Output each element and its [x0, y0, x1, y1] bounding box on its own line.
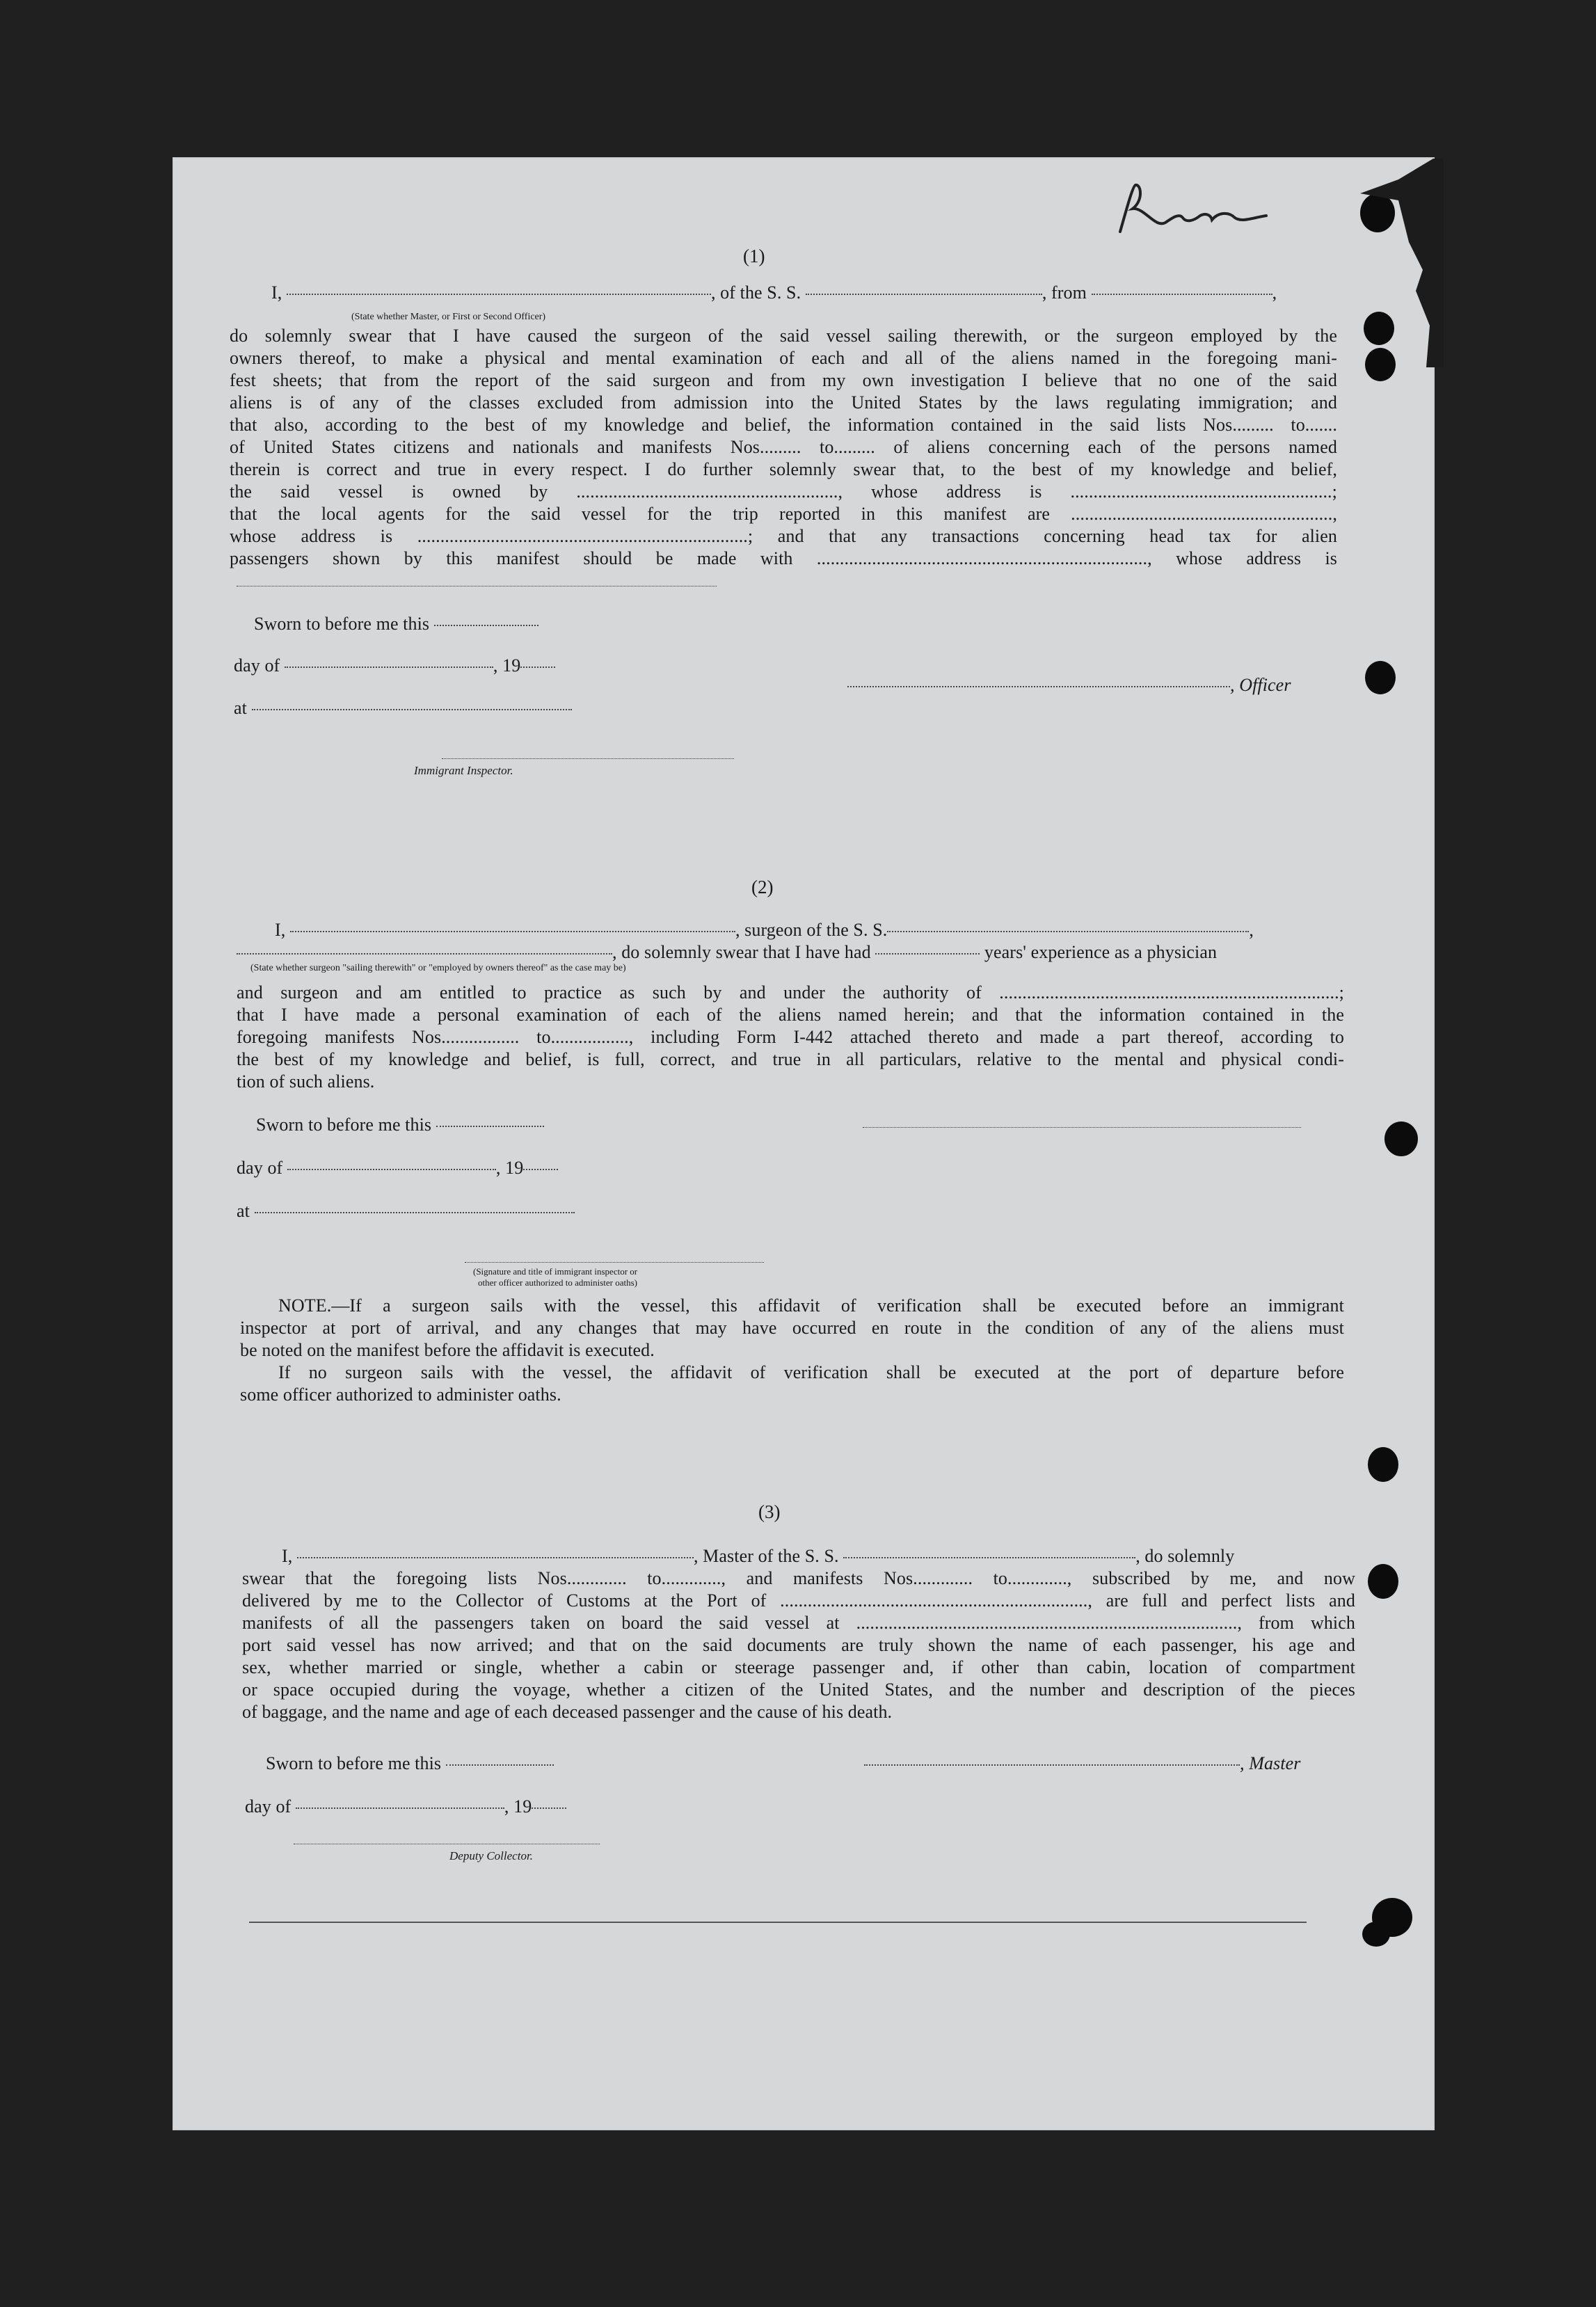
s2-type-field[interactable] [237, 953, 612, 955]
s1-ss-field[interactable] [806, 294, 1042, 295]
s1-inspector-sign-line[interactable] [442, 758, 734, 759]
s1-line3: owners thereof, to make a physical and mental examination of each and all of the aliens named in the foregoing mani- [230, 348, 1337, 368]
s2-line2 [237, 942, 1217, 963]
s1-line2: do solemnly swear that I have caused the surgeon of the said vessel sailing therewith, or the surgeon employed by the [230, 326, 1337, 346]
s1-line5: aliens is of any of the classes excluded from admission into the United States by the laws regulating immigration; and [230, 392, 1337, 413]
s3-year-label: , 19 [504, 1796, 532, 1817]
s2-day-field[interactable] [287, 1169, 496, 1170]
s1-officer-field[interactable] [287, 294, 711, 295]
s3-line7: or space occupied during the voyage, whether a citizen of the United States, and the number and description of the pieces [242, 1679, 1355, 1700]
punch-hole-5 [1384, 1121, 1418, 1156]
punch-hole-9 [1362, 1922, 1390, 1947]
s3-ss-label: , Master of the S. S. [693, 1546, 844, 1566]
s1-day-label: day of [234, 655, 280, 676]
s2-years-field[interactable] [875, 953, 980, 955]
s2-day-label: day of [237, 1158, 283, 1178]
s2-year-field[interactable] [523, 1169, 558, 1170]
scrawl-text: Reen [1113, 179, 1115, 180]
s2-note-line4: If no surgeon sails with the vessel, the affidavit of verification shall be executed at the port of departure before [278, 1362, 1344, 1382]
s1-comma: , [1272, 282, 1277, 303]
s3-line2: swear that the foregoing lists Nos............. to............., and manifests Nos............. to............., subscribed by me, and now [242, 1568, 1355, 1588]
s2-swear-label: , do solemnly swear that I have had [612, 942, 876, 962]
s1-day-field[interactable] [285, 666, 493, 668]
manifest-page [174, 159, 1433, 2129]
s1-line10: that the local agents for the said vessel for the trip reported in this manifest are ........................................................., [230, 504, 1337, 524]
s2-line1 [275, 920, 1254, 941]
s1-inspector-label: Immigrant Inspector. [414, 764, 513, 777]
s2-ss-field[interactable] [887, 931, 1249, 932]
section-2-number: (2) [751, 877, 774, 897]
s1-line12: passengers shown by this manifest should be made with ........................................................................, whose address is [230, 548, 1337, 568]
section-1-number: (1) [743, 246, 765, 266]
s3-year-field[interactable] [532, 1807, 566, 1809]
punch-hole-6 [1368, 1447, 1398, 1482]
bottom-rule [249, 1922, 1307, 1923]
s2-note-line1: NOTE.—If a surgeon sails with the vessel, this affidavit of verification shall be executed before an immigrant [278, 1295, 1344, 1316]
s3-line1 [282, 1546, 1234, 1567]
s3-line8: of baggage, and the name and age of each deceased passenger and the cause of his death. [242, 1702, 893, 1722]
s2-at-label: at [237, 1201, 250, 1221]
s1-from-label: , from [1042, 282, 1092, 303]
s3-day-label: day of [245, 1796, 292, 1817]
s1-at [234, 698, 572, 719]
s1-line8: therein is correct and true in every respect. I do further solemnly swear that, to the best of my knowledge and belief, [230, 459, 1337, 479]
s2-note-line2: inspector at port of arrival, and any changes that may have occurred en route in the condition of any of the aliens must [240, 1318, 1344, 1338]
s2-ss-label: , surgeon of the S. S. [735, 920, 888, 940]
s2-line4: that I have made a personal examination of each of the aliens named herein; and that the information contained in the [237, 1005, 1344, 1025]
s2-i: I, [275, 920, 290, 940]
s2-line6: the best of my knowledge and belief, is full, correct, and true in all particulars, relative to the mental and physical condi- [237, 1049, 1344, 1069]
s1-line11: whose address is ........................................................................; and that any transactions concerning head tax for alien [230, 526, 1337, 546]
s3-solemnly-label: , do solemnly [1135, 1546, 1235, 1566]
s3-master-sign-field[interactable] [864, 1764, 1240, 1766]
s1-officer-sign [847, 675, 1291, 696]
s2-sig-note2: other officer authorized to administer oaths) [478, 1277, 637, 1288]
s3-day [245, 1796, 566, 1817]
s2-sig-note1: (Signature and title of immigrant inspector or [473, 1266, 638, 1277]
s3-i: I, [282, 1546, 297, 1566]
s1-officer-sign-field[interactable] [847, 686, 1230, 687]
s1-line9: the said vessel is owned by ........................................................., whose address is .........................................................; [230, 481, 1337, 502]
s3-line4: manifests of all the passengers taken on board the said vessel at ..................................................................................., from which [242, 1613, 1355, 1633]
s2-sworn-field[interactable] [436, 1126, 544, 1127]
s1-from-field[interactable] [1092, 294, 1272, 295]
s2-sworn [256, 1115, 544, 1135]
s2-comma: , [1249, 920, 1254, 940]
section-3-number: (3) [758, 1501, 781, 1522]
s3-line5: port said vessel has now arrived; and that on the said documents are truly shown the name of each passenger, his age and [242, 1635, 1355, 1655]
s2-surgeon-sign-line[interactable] [863, 1127, 1301, 1128]
s3-sworn [266, 1753, 554, 1774]
s2-note-line3: be noted on the manifest before the affidavit is executed. [240, 1340, 655, 1360]
s1-line6: that also, according to the best of my knowledge and belief, the information contained in the said lists Nos......... to....... [230, 415, 1337, 435]
s2-surgeon-field[interactable] [290, 931, 735, 932]
s3-ss-field[interactable] [843, 1557, 1135, 1558]
s2-sworn-label: Sworn to before me this [256, 1115, 432, 1135]
s1-line1 [271, 282, 1277, 303]
s3-master-sign [864, 1753, 1300, 1774]
s1-year-label: , 19 [493, 655, 521, 676]
s1-sworn [254, 614, 538, 634]
s2-inspector-sign-line[interactable] [465, 1262, 764, 1263]
s3-day-field[interactable] [296, 1807, 504, 1809]
s1-sworn-field[interactable] [434, 625, 538, 626]
s2-experience-label: years' experience as a physician [980, 942, 1218, 962]
s2-year-label: , 19 [495, 1158, 524, 1178]
s1-day [234, 655, 555, 676]
s1-officer-label: , Officer [1230, 675, 1291, 695]
s3-line6: sex, whether married or single, whether a cabin or steerage passenger and, if other than cabin, location of compartment [242, 1657, 1355, 1677]
punch-hole-7 [1368, 1564, 1398, 1599]
s1-at-label: at [234, 698, 247, 718]
s1-note: (State whether Master, or First or Second Officer) [351, 312, 546, 322]
s3-master-field[interactable] [297, 1557, 694, 1558]
s3-sworn-field[interactable] [446, 1764, 554, 1766]
torn-edge [1360, 159, 1444, 367]
s2-line3: and surgeon and am entitled to practice as such by and under the authority of ..........................................................................; [237, 982, 1344, 1003]
s1-sworn-label: Sworn to before me this [254, 614, 430, 634]
punch-hole-4 [1365, 661, 1396, 694]
s2-line7: tion of such aliens. [237, 1071, 375, 1092]
s1-ss-label: , of the S. S. [710, 282, 806, 303]
s3-line3: delivered by me to the Collector of Customs at the Port of ..................................................................., are full and perfect lists and [242, 1590, 1355, 1611]
s2-note: (State whether surgeon "sailing therewith" or "employed by owners thereof" as the case may be) [250, 963, 626, 973]
s2-at-field[interactable] [255, 1212, 575, 1213]
s3-deputy-label: Deputy Collector. [449, 1849, 533, 1862]
s1-at-field[interactable] [252, 709, 572, 710]
s1-line7: of United States citizens and nationals and manifests Nos......... to......... of aliens concerning each of the persons named [230, 437, 1337, 457]
handwritten-scrawl [1113, 179, 1280, 242]
s3-sworn-label: Sworn to before me this [266, 1753, 442, 1773]
s3-master-label: , Master [1240, 1753, 1301, 1773]
s2-at [237, 1201, 575, 1222]
s2-note-line5: some officer authorized to administer oaths. [240, 1384, 561, 1405]
s1-year-field[interactable] [520, 666, 555, 668]
s1-i: I, [271, 282, 287, 303]
s1-line4: fest sheets; that from the report of the said surgeon and from my own investigation I believe that no one of the said [230, 370, 1337, 390]
s2-day [237, 1158, 558, 1179]
s2-line5: foregoing manifests Nos................. to................., including Form I-442 attached thereto and made a part thereof, according to [237, 1027, 1344, 1047]
